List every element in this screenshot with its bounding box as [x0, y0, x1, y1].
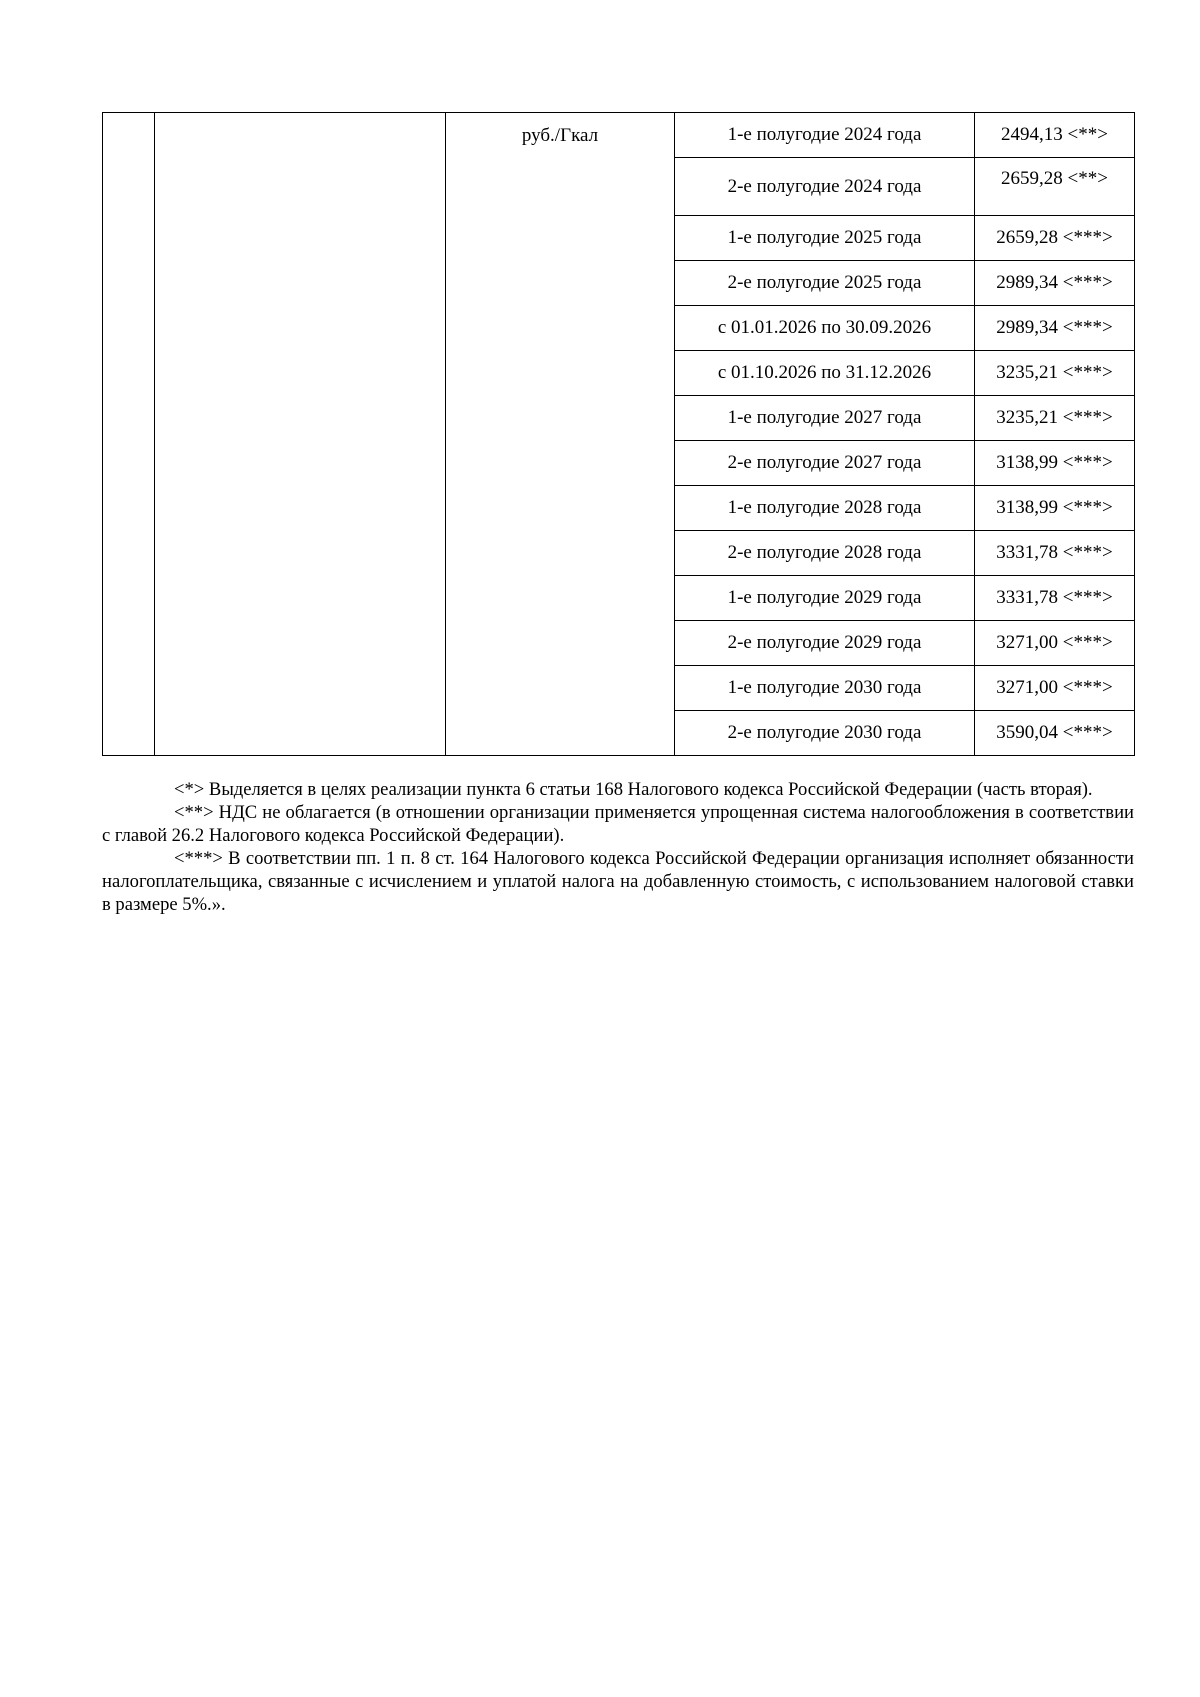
tariff-table-body: [103, 113, 1135, 756]
period-cell: 1-е полугодие 2029 года: [675, 576, 975, 621]
period-cell: 2-е полугодие 2025 года: [675, 261, 975, 306]
footnotes: [102, 778, 1134, 916]
value-cell: 2494,13 <**>: [975, 113, 1135, 158]
value-cell: 3331,78 <***>: [975, 531, 1135, 576]
footnote-3: <***> В соответствии пп. 1 п. 8 ст. 164 Налогового кодекса Российской Федерации организация исполняет обязанности налогоплательщика, связанные с исчислением и уплатой налога на добавленную стоимость, с использованием налоговой ставки в размере 5%.».: [102, 848, 1134, 915]
footnote-2: <**> НДС не облагается (в отношении организации применяется упрощенная система налогообложения в соответствии с главой 26.2 Налогового кодекса Российской Федерации).: [102, 802, 1134, 846]
row-number-cell: [103, 113, 155, 756]
value-cell: 2989,34 <***>: [975, 306, 1135, 351]
period-cell: 1-е полугодие 2024 года: [675, 113, 975, 158]
tariff-table: [102, 112, 1135, 756]
value-cell: 2989,34 <***>: [975, 261, 1135, 306]
value-cell: 3590,04 <***>: [975, 711, 1135, 756]
value-cell: 3138,99 <***>: [975, 441, 1135, 486]
period-cell: с 01.10.2026 по 31.12.2026: [675, 351, 975, 396]
period-cell: 2-е полугодие 2030 года: [675, 711, 975, 756]
period-cell: 2-е полугодие 2027 года: [675, 441, 975, 486]
period-cell: 1-е полугодие 2027 года: [675, 396, 975, 441]
value-cell: 3235,21 <***>: [975, 396, 1135, 441]
value-cell: 3271,00 <***>: [975, 621, 1135, 666]
name-cell: [155, 113, 446, 756]
period-cell: 2-е полугодие 2028 года: [675, 531, 975, 576]
period-cell: 2-е полугодие 2029 года: [675, 621, 975, 666]
unit-cell: руб./Гкал: [446, 113, 675, 756]
value-cell: 3271,00 <***>: [975, 666, 1135, 711]
value-cell: 3331,78 <***>: [975, 576, 1135, 621]
period-cell: 2-е полугодие 2024 года: [675, 158, 975, 216]
value-cell: 2659,28 <**>: [975, 158, 1135, 216]
period-cell: с 01.01.2026 по 30.09.2026: [675, 306, 975, 351]
period-cell: 1-е полугодие 2025 года: [675, 216, 975, 261]
period-cell: 1-е полугодие 2028 года: [675, 486, 975, 531]
table-row: [103, 113, 1135, 158]
footnote-1: <*> Выделяется в целях реализации пункта 6 статьи 168 Налогового кодекса Российской Федерации (часть вторая).: [174, 779, 1093, 800]
value-cell: 3235,21 <***>: [975, 351, 1135, 396]
document-page: [102, 112, 1134, 916]
period-cell: 1-е полугодие 2030 года: [675, 666, 975, 711]
value-cell: 2659,28 <***>: [975, 216, 1135, 261]
value-cell: 3138,99 <***>: [975, 486, 1135, 531]
